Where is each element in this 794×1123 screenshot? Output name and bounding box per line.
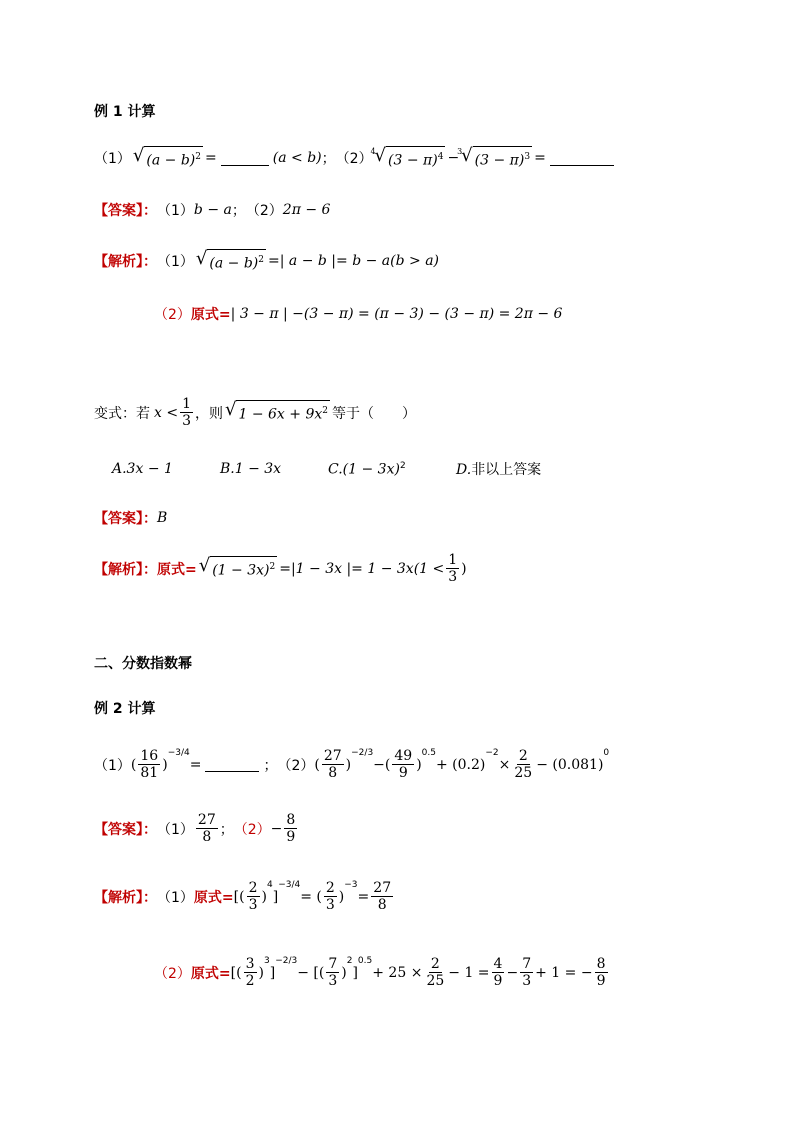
fraction-numerator: 49	[394, 748, 413, 764]
answer-2	[94, 508, 167, 528]
fraction	[322, 748, 344, 781]
option-c[interactable]: $C.(1 - 3x)^2$	[328, 460, 406, 478]
fraction	[324, 880, 337, 913]
fraction-denominator: 3	[448, 569, 458, 585]
fraction-denominator: 8	[377, 897, 387, 913]
fraction-denominator: 81	[140, 765, 159, 781]
root3-expression: 3 √ $(3 - \pi)^3$	[457, 145, 531, 169]
expr-plus-times: + 25 ×	[372, 964, 423, 981]
option-d[interactable]	[456, 459, 541, 479]
fraction-denominator: 8	[328, 765, 338, 781]
option-c-text: C.(1 − 3x)	[328, 461, 400, 478]
sqrt-expression: √ $(1 - 3x)^2$	[198, 555, 276, 579]
bracket-close: ]	[272, 888, 279, 905]
fraction-denominator: 3	[248, 897, 258, 913]
expr-close: )	[338, 888, 345, 905]
answer-blank-3[interactable]	[205, 757, 259, 772]
root4-expression: 4 √ $(3 - \pi)^4$	[370, 145, 444, 169]
q1-radicand: (a − b)	[146, 152, 196, 169]
option-d-prefix: D.	[456, 462, 472, 478]
fraction	[424, 956, 446, 989]
fraction	[492, 956, 505, 989]
solution-label: 【解析】：	[94, 889, 157, 906]
q2-end: − (0.081)	[536, 756, 604, 773]
expr-open: [(	[230, 964, 242, 981]
q2-minus: −	[373, 756, 385, 773]
variant-then: ，则	[195, 405, 223, 422]
solution-label: 【解析】：	[94, 561, 157, 578]
fraction-numerator: 2	[430, 956, 440, 972]
answer-label: 【答案】：	[94, 821, 157, 838]
fraction-denominator: 9	[596, 973, 606, 989]
separator: ；	[263, 757, 278, 774]
q2-radicand-1: (3 − π)	[388, 152, 438, 169]
option-b[interactable]: B.1 − 3x	[220, 461, 282, 477]
variant-radicand: 1 − 6x + 9x	[238, 406, 323, 423]
variant-question	[94, 396, 416, 429]
solution-1-line-2	[154, 304, 562, 324]
q1-condition: (a < b)	[272, 150, 322, 167]
expr-close: )	[258, 964, 264, 981]
fraction-denominator: 9	[493, 973, 503, 989]
fraction	[326, 956, 339, 989]
fraction-numerator: 4	[493, 956, 503, 972]
fraction-numerator: 27	[373, 880, 392, 896]
answer-part-2-label: （2）	[233, 821, 271, 838]
fraction-numerator: 16	[140, 748, 159, 764]
fraction	[595, 956, 608, 989]
minus: −	[270, 820, 283, 837]
q2-label: （2）	[277, 757, 315, 774]
expr-close: )	[341, 964, 347, 981]
answer-blank-2[interactable]	[550, 151, 614, 166]
solution-3-line-1: 【解析】： （1） 原式= [( $\frac{2}{3}$ ) $^4$ ] $^{-3/4}$ = ( $\frac{2}{3}$ ) $^{-3}$ = $\frac{27}{8}$	[94, 880, 392, 913]
q2-times: ×	[498, 756, 511, 773]
example-1-title-text: 例 1 计算	[94, 104, 156, 120]
fraction-denominator: 2	[245, 973, 255, 989]
example-1-question	[94, 146, 618, 171]
expr-minus-open: − [(	[297, 964, 325, 981]
original-expression-label: 原式=	[190, 965, 231, 982]
q2-equals: =	[534, 150, 546, 167]
fraction-denominator: 3	[182, 413, 191, 429]
fraction	[284, 812, 297, 845]
fraction-numerator: 2	[325, 880, 335, 896]
fraction-denominator: 9	[398, 765, 408, 781]
solution-part-1-rest: =| a − b |= b − a(b > a)	[268, 253, 440, 270]
answer-part-2-label: （2）	[245, 203, 283, 219]
original-expression-label: 原式=	[193, 889, 234, 906]
expr-plus-one: + 1 = −	[535, 964, 593, 981]
fraction	[138, 748, 160, 781]
example-2-title	[94, 698, 156, 718]
example-1-title	[94, 101, 156, 121]
sqrt-expression: √ $(a - b)^2$	[195, 248, 265, 272]
solution-radicand: (1 − 3x)	[212, 562, 270, 579]
q1-equals: =	[189, 756, 202, 773]
fraction	[244, 956, 257, 989]
answer-label: 【答案】：	[94, 203, 157, 219]
answer-part-1-value: b − a	[193, 202, 232, 218]
fraction-denominator: 25	[426, 973, 445, 989]
variant-options	[112, 459, 541, 479]
section-2-title-text: 二、分数指数幂	[94, 656, 192, 672]
fraction-numerator: 2	[518, 748, 528, 764]
fraction	[520, 956, 533, 989]
q1-label: （1）	[94, 757, 131, 774]
fraction	[392, 748, 414, 781]
equals: =	[357, 888, 370, 905]
variant-prefix: 变式：若	[94, 405, 150, 422]
variant-tail: 等于（ ）	[332, 405, 416, 422]
answer-part-2-value: 2π − 6	[282, 202, 331, 218]
solution-part-2-rest: | 3 − π | −(3 − π) = (π − 3) − (3 − π) = 2π − 6	[230, 306, 563, 322]
fraction	[371, 880, 393, 913]
separator: ；	[219, 821, 234, 838]
fraction-numerator: 2	[248, 880, 258, 896]
fraction-denominator: 8	[202, 829, 212, 845]
answer-part-1-label: （1）	[157, 821, 194, 838]
expr-minus-one: − 1 =	[448, 964, 490, 981]
answer-3	[94, 812, 299, 845]
answer-part-1-label: （1）	[157, 203, 194, 219]
original-expression-label: 原式=	[190, 307, 231, 323]
fraction-numerator: 3	[245, 956, 255, 972]
q2-radicand-2: (3 − π)	[474, 152, 525, 169]
answer-value: B	[157, 510, 168, 526]
variant-condition: x <	[154, 404, 179, 421]
solution-part-2-label: （2）	[154, 965, 191, 982]
solution-radicand: (a − b)	[209, 255, 259, 272]
fraction-numerator: 7	[522, 956, 532, 972]
bracket-close: ]	[352, 964, 358, 981]
fraction-numerator: 1	[182, 396, 191, 412]
fraction	[512, 748, 534, 781]
solution-part-2-label: （2）	[154, 307, 191, 323]
minus: −	[506, 964, 519, 981]
fraction-numerator: 1	[448, 552, 458, 568]
separator: ；	[231, 203, 246, 219]
fraction-denominator: 3	[522, 973, 532, 989]
fraction-numerator: 8	[286, 812, 296, 828]
fraction	[247, 880, 260, 913]
q2-label: （2）	[335, 151, 373, 168]
q1-label: （1）	[94, 151, 131, 168]
solution-1-line-1	[94, 249, 439, 274]
section-2-title	[94, 653, 192, 673]
answer-1	[94, 200, 330, 220]
expr-equals: = (	[300, 888, 322, 905]
fraction-numerator: 7	[328, 956, 338, 972]
sqrt-expression: √ $(a - b)^2$	[132, 145, 202, 169]
solution-3-line-2: （2） 原式= [( $\frac{3}{2}$ ) $^3$ ] $^{-2/3}$ − [( $\frac{7}{3}$ ) $^2$ ] $^{0.5}$ + 25 × $\frac{2}{25}$ − 1 = $\frac{4}{9}$ − $\frac{7}{3}$ + 1 = − $\frac{8}{9}$	[154, 956, 606, 989]
close-paren: )	[461, 560, 467, 577]
fraction-numerator: 27	[323, 748, 342, 764]
fraction-denominator: 3	[328, 973, 338, 989]
fraction-denominator: 25	[514, 765, 533, 781]
expr-open: [(	[233, 888, 245, 905]
solution-part-1-label: （1）	[157, 889, 194, 906]
q1-equals: =	[205, 150, 217, 167]
fraction	[446, 552, 459, 585]
answer-label: 【答案】：	[94, 511, 157, 527]
sqrt-expression: √ $1 - 6x + 9x^2$	[225, 399, 328, 423]
option-a[interactable]: A.3x − 1	[112, 461, 173, 477]
expr-close: )	[261, 888, 267, 905]
solution-part-1-label: （1）	[157, 254, 194, 271]
solution-2	[94, 552, 467, 585]
example-2-question: （1） ( $\frac{16}{81}$ ) $^{-3/4}$ = ； （2） ( $\frac{27}{8}$ ) $^{-2/3}$ − ( $\frac{49}{9}$ ) $^{0.5}$ + (0.2) $^{-2}$ × $\frac{2}{25}$ − (0.081) $^0$	[94, 748, 610, 781]
bracket-close: ]	[269, 964, 276, 981]
separator: ；	[321, 151, 336, 168]
fraction-denominator: 3	[325, 897, 335, 913]
answer-blank-1[interactable]	[221, 151, 269, 166]
q2-middle: + (0.2)	[436, 756, 486, 773]
fraction	[180, 396, 193, 429]
solution-label: 【解析】：	[94, 254, 157, 271]
fraction-denominator: 9	[286, 829, 296, 845]
fraction	[196, 812, 218, 845]
option-d-text: 非以上答案	[471, 462, 542, 478]
fraction-numerator: 27	[197, 812, 216, 828]
original-expression-label: 原式=	[157, 561, 197, 578]
q2-minus: −	[447, 150, 460, 167]
solution-rest: =|1 − 3x |= 1 − 3x(1 <	[279, 560, 445, 577]
example-2-title-text: 例 2 计算	[94, 701, 156, 717]
fraction-numerator: 8	[596, 956, 606, 972]
